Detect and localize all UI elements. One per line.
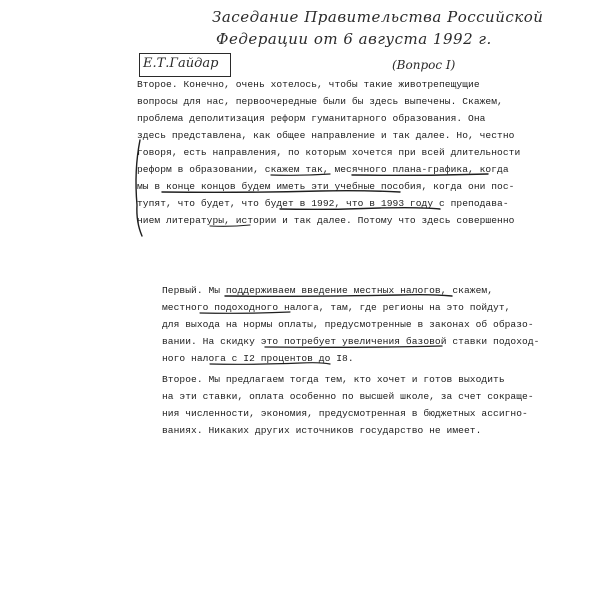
handwritten-title-line-1: Заседание Правительства Российской — [212, 8, 544, 26]
handwritten-title-line-2: Федерации от 6 августа 1992 г. — [216, 30, 492, 48]
text-line: ного налога с I2 процентов до I8. — [162, 353, 354, 364]
text-line: на эти ставки, оплата особенно по высшей школе, за счет сокраще- — [162, 391, 534, 402]
text-line: говоря, есть направления, по которым хочется при всей длительности — [137, 147, 521, 158]
text-line: местного подоходного налога, там, где регионы на это пойдут, — [162, 302, 511, 313]
text-line: тупят, что будет, что будет в 1992, что в 1993 году с преподава- — [137, 198, 509, 209]
text-line: для выхода на нормы оплаты, предусмотренные в законах об образо- — [162, 319, 534, 330]
text-line: Второе. Конечно, очень хотелось, чтобы такие животрепещущие — [137, 79, 480, 90]
text-line: мы в конце концов будем иметь эти учебные пособия, когда они пос- — [137, 181, 515, 192]
text-line: проблема деполитизация реформ гуманитарного образования. Она — [137, 113, 486, 124]
text-line: нием литературы, истории и так далее. Потому что здесь совершенно — [137, 215, 515, 226]
text-line: здесь представлена, как общее направление и так далее. Но, честно — [137, 130, 515, 141]
text-line: вопросы для нас, первоочередные были бы здесь выпечены. Скажем, — [137, 96, 503, 107]
handwritten-question-note: (Вопрос I) — [392, 58, 456, 72]
text-line: ваниях. Никаких других источников государство не имеет. — [162, 425, 482, 436]
text-line: вании. На скидку это потребует увеличения базовой ставки подоход- — [162, 336, 540, 347]
handwritten-speaker-name: Е.Т.Гайдар — [143, 56, 219, 71]
text-line: ния численности, экономия, предусмотренная в бюджетных ассигно- — [162, 408, 528, 419]
text-line: Второе. Мы предлагаем тогда тем, кто хочет и готов выходить — [162, 374, 505, 385]
text-line: Первый. Мы поддерживаем введение местных налогов, скажем, — [162, 285, 494, 296]
text-line: реформ в образовании, скажем так, месячного плана-графика, когда — [137, 164, 509, 175]
